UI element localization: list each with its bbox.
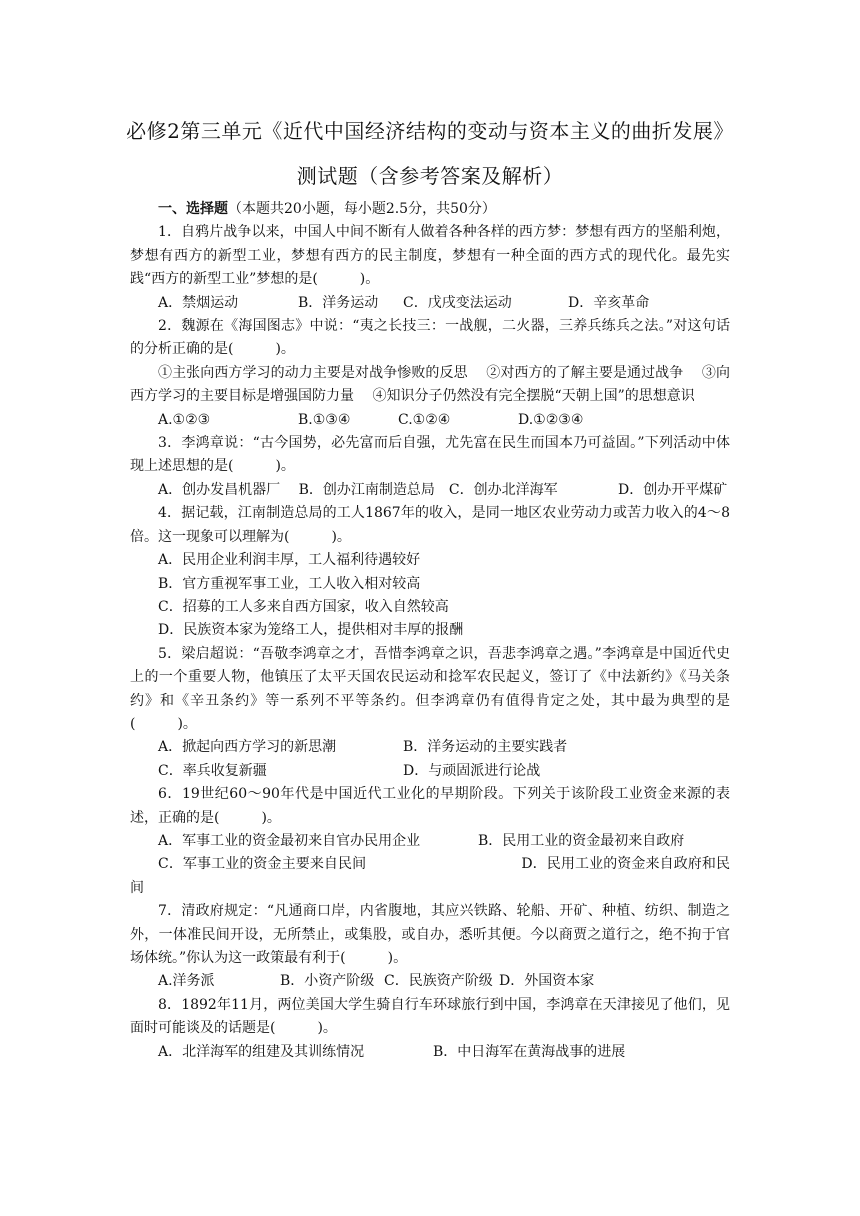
question-2-options bbox=[130, 409, 730, 432]
option-c: C．民族资产阶级 bbox=[384, 973, 493, 990]
option-c: C．率兵收复新疆 bbox=[158, 762, 267, 779]
option-b: B．民用工业的资金最初来自政府 bbox=[478, 832, 685, 849]
question-5-options bbox=[130, 736, 730, 783]
question-3-options bbox=[130, 479, 730, 502]
section-note: （本题共20小题，每小题2.5分，共50分） bbox=[228, 201, 496, 217]
section-heading: 一、选择题 bbox=[158, 201, 228, 217]
question-8-stem: 8．1892年11月，两位美国大学生骑自行车环球旅行到中国，李鸿章在天津接见了他们，见面时可能谈及的话题是( )。 bbox=[130, 996, 730, 1037]
option-d: D.①②③④ bbox=[518, 411, 584, 428]
title-line-2: 测试题（含参考答案及解析） bbox=[296, 164, 564, 188]
option-a: A．创办发昌机器厂 bbox=[158, 481, 281, 498]
question-list bbox=[130, 198, 730, 1064]
question-4-options bbox=[130, 549, 730, 643]
option-d: D．创办开平煤矿 bbox=[618, 481, 728, 498]
option-a: A.①②③ bbox=[158, 411, 211, 428]
option-b: B.①③④ bbox=[298, 411, 351, 428]
option-a: A．军事工业的资金最初来自官办民用企业 bbox=[158, 832, 421, 849]
option-b: B．中日海军在黄海战事的进展 bbox=[433, 1043, 626, 1060]
question-4-stem: 4．据记载，江南制造总局的工人1867年的收入，是同一地区农业劳动力或苦力收入的4～8倍。这一现象可以理解为( )。 bbox=[130, 505, 730, 545]
option-b: B．小资产阶级 bbox=[280, 973, 375, 990]
question-1-stem: 1．自鸦片战争以来，中国人中间不断有人做着各种各样的西方梦：梦想有西方的坚船利炮，梦想有西方的新型工业，梦想有西方的民主制度，梦想有一种全面的西方式的现代化。最先实践“西方的新型工业”梦想的是( )。 bbox=[130, 224, 730, 288]
question-3-stem: 3．李鸿章说：“古今国势，必先富而后自强，尤先富在民生而国本乃可益固。”下列活动中体现上述思想的是( )。 bbox=[130, 435, 730, 475]
option-a: A．掀起向西方学习的新思潮 bbox=[158, 739, 337, 756]
title-line-1: 必修2第三单元《近代中国经济结构的变动与资本主义的曲折发展》 bbox=[126, 119, 734, 143]
option-c: C．戊戌变法运动 bbox=[403, 294, 512, 311]
option-a: A．民用企业利润丰厚，工人福利待遇较好 bbox=[158, 552, 421, 569]
question-7-options bbox=[130, 970, 730, 993]
question-5-stem: 5．梁启超说：“吾敬李鸿章之才，吾惜李鸿章之识，吾悲李鸿章之遇。”李鸿章是中国近代史上的一个重要人物，他镇压了太平天国农民运动和捻军农民起义，签订了《中法新约》《马关条约》和《辛丑条约》等一系列不平等条约。但李鸿章仍有值得肯定之处，其中最为典型的是( )。 bbox=[130, 645, 730, 732]
question-6-stem: 6．19世纪60～90年代是中国近代工业化的早期阶段。下列关于该阶段工业资金来源的表述，正确的是( )。 bbox=[130, 786, 730, 826]
option-a: A．禁烟运动 bbox=[158, 294, 239, 311]
option-c: C．军事工业的资金主要来自民间 bbox=[158, 856, 367, 873]
option-d: D．与顽固派进行论战 bbox=[403, 762, 541, 779]
option-c: C.①②④ bbox=[398, 411, 451, 428]
option-d: D．辛亥革命 bbox=[568, 294, 650, 311]
question-1-options bbox=[130, 292, 730, 315]
option-a: A.洋务派 bbox=[158, 973, 215, 990]
section-heading-line bbox=[130, 198, 730, 221]
option-b: B．洋务运动 bbox=[298, 294, 379, 311]
option-b: B．洋务运动的主要实践者 bbox=[403, 739, 568, 756]
question-7-stem: 7．清政府规定：“凡通商口岸，内省腹地，其应兴铁路、轮船、开矿、种植、纺织、制造之外，一体准民间开设，无所禁止，或集股，或自办，悉听其便。今以商贾之道行之，绝不拘于官场体统。”你认为这一政策最有利于( )。 bbox=[130, 903, 730, 966]
question-6-options-row2 bbox=[130, 853, 730, 900]
option-a: A．北洋海军的组建及其训练情况 bbox=[158, 1043, 365, 1060]
option-c: C．创办北洋海军 bbox=[448, 481, 558, 498]
question-8-options bbox=[130, 1041, 730, 1064]
option-d: D．民用工业的资金来自政府和民间 bbox=[130, 856, 730, 896]
option-c: C．招募的工人多来自西方国家，收入自然较高 bbox=[158, 598, 449, 615]
option-b: B．创办江南制造总局 bbox=[298, 481, 435, 498]
question-2-stem: 2．魏源在《海国图志》中说：“夷之长技三：一战舰，二火器，三养兵练兵之法。”对这句话的分析正确的是( )。 bbox=[130, 318, 730, 358]
question-2-statements: ①主张向西方学习的动力主要是对战争惨败的反思 ②对西方的了解主要是通过战争 ③向西方学习的主要目标是增强国防力量 ④知识分子仍然没有完全摆脱“天朝上国”的思想意识 bbox=[130, 364, 730, 405]
option-d: D．外国资本家 bbox=[499, 973, 595, 990]
option-d: D．民族资本家为笼络工人，提供相对丰厚的报酬 bbox=[158, 622, 464, 639]
option-b: B．官方重视军事工业，工人收入相对较高 bbox=[158, 575, 421, 592]
question-6-options-row1 bbox=[130, 830, 730, 853]
